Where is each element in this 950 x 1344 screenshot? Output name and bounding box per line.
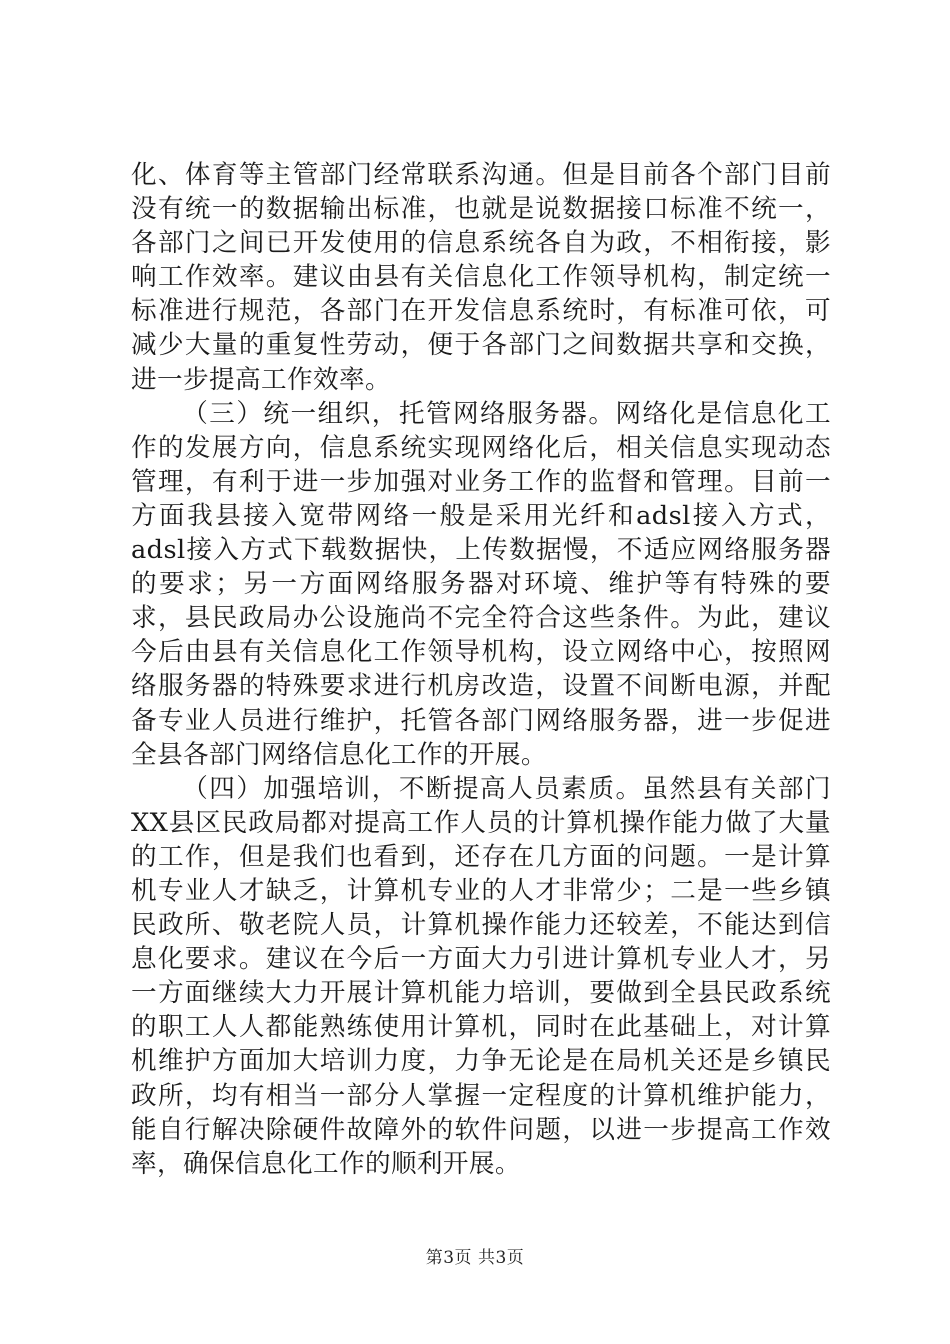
document-body <box>131 158 831 1181</box>
page-footer: 第3页 共3页 <box>425 1248 525 1268</box>
paragraph-3: （四）加强培训，不断提高人员素质。虽然县有关部门XX县区民政局都对提高工作人员的计算机操作能力做了大量的工作，但是我们也看到，还存在几方面的问题。一是计算机专业人才缺乏，计算机专业的人才非常少；二是一些乡镇民政所、敬老院人员，计算机操作能力还较差，不能达到信息化要求。建议在今后一方面大力引进计算机专业人才，另一方面继续大力开展计算机能力培训，要做到全县民政系统的职工人人都能熟练使用计算机，同时在此基础上，对计算机维护方面加大培训力度，力争无论是在局机关还是乡镇民政所，均有相当一部分人掌握一定程度的计算机维护能力，能自行解决除硬件故障外的软件问题，以进一步提高工作效率，确保信息化工作的顺利开展。 <box>131 773 831 1179</box>
paragraph-2: （三）统一组织，托管网络服务器。网络化是信息化工作的发展方向，信息系统实现网络化后，相关信息实现动态管理，有利于进一步加强对业务工作的监督和管理。目前一方面我县接入宽带网络一般是采用光纤和adsl接入方式，adsl接入方式下载数据快，上传数据慢，不适应网络服务器的要求；另一方面网络服务器对环境、维护等有特殊的要求，县民政局办公设施尚不完全符合这些条件。为此，建议今后由县有关信息化工作领导机构，设立网络中心，按照网络服务器的特殊要求进行机房改造，设置不间断电源，并配备专业人员进行维护，托管各部门网络服务器，进一步促进全县各部门网络信息化工作的开展。 <box>131 398 831 770</box>
paragraph-1: 化、体育等主管部门经常联系沟通。但是目前各个部门目前没有统一的数据输出标准，也就是说数据接口标准不统一，各部门之间已开发使用的信息系统各自为政，不相衔接，影响工作效率。建议由县有关信息化工作领导机构，制定统一标准进行规范，各部门在开发信息系统时，有标准可依，可减少大量的重复性劳动，便于各部门之间数据共享和交换，进一步提高工作效率。 <box>131 160 831 395</box>
